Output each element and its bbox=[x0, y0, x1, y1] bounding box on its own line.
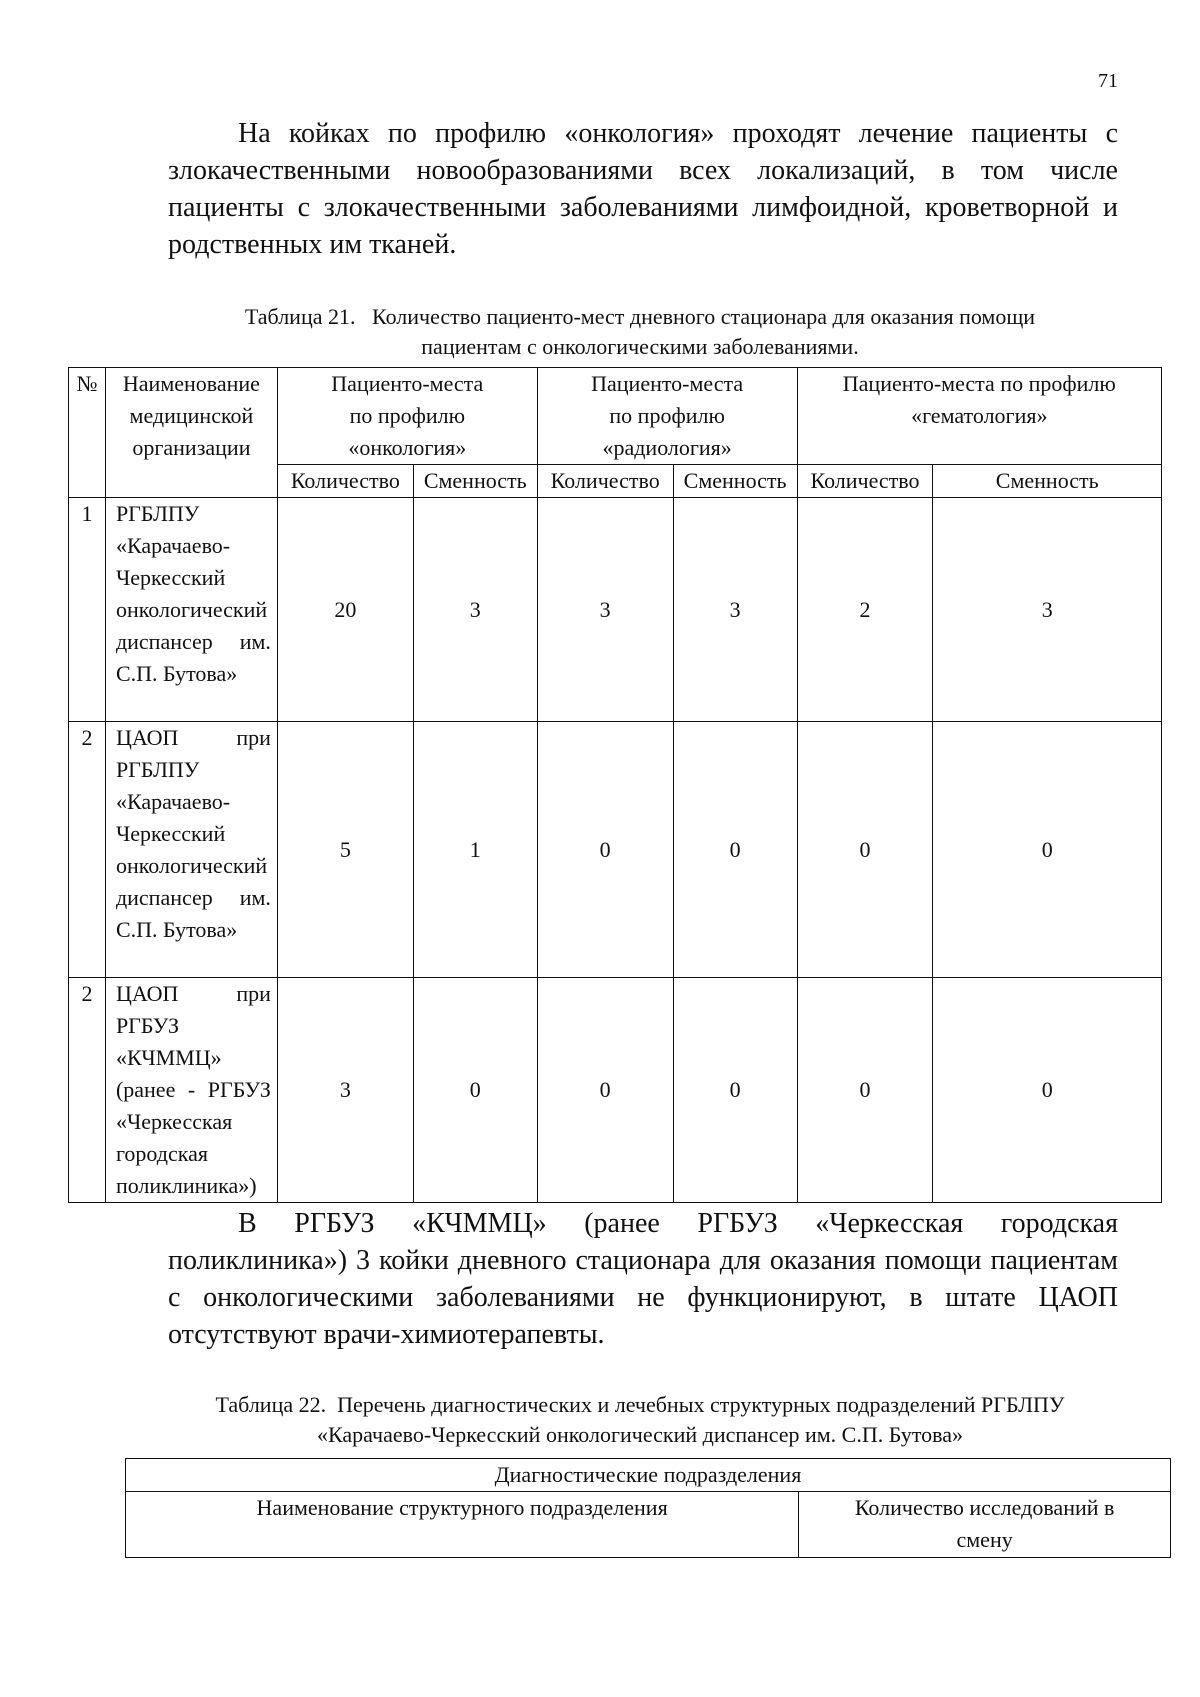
table-21-caption-line-2: пациентам с онкологическими заболеваниями. bbox=[421, 334, 859, 359]
table-row bbox=[69, 978, 1162, 1203]
subheader-quantity: Количество bbox=[277, 465, 413, 498]
table-22 bbox=[125, 1458, 1171, 1558]
header-number: № bbox=[69, 368, 106, 498]
row-number: 1 bbox=[69, 498, 106, 722]
oncology-shift: 1 bbox=[413, 722, 537, 978]
table-row bbox=[69, 498, 1162, 722]
header-organization: Наименование медицинской организации bbox=[105, 368, 277, 498]
subheader-shift: Сменность bbox=[673, 465, 797, 498]
row-number: 2 bbox=[69, 978, 106, 1203]
hematology-quantity: 0 bbox=[797, 722, 933, 978]
radiology-shift: 0 bbox=[673, 978, 797, 1203]
table-21-caption bbox=[130, 302, 1150, 362]
subheader-quantity: Количество bbox=[797, 465, 933, 498]
table-22-caption-line-2: «Карачаево-Черкесский онкологический диспансер им. С.П. Бутова» bbox=[316, 1422, 964, 1447]
oncology-quantity: 5 bbox=[277, 722, 413, 978]
radiology-shift: 3 bbox=[673, 498, 797, 722]
table-row bbox=[69, 722, 1162, 978]
organization-name: ЦАОП при РГБУЗ «КЧММЦ» (ранее - РГБУЗ «Черкесская городская поликлиника») bbox=[105, 978, 277, 1203]
oncology-shift: 0 bbox=[413, 978, 537, 1203]
oncology-shift: 3 bbox=[413, 498, 537, 722]
page-number: 71 bbox=[1098, 70, 1118, 92]
hematology-shift: 0 bbox=[933, 722, 1162, 978]
oncology-quantity: 20 bbox=[277, 498, 413, 722]
column-header-name: Наименование структурного подразделения bbox=[126, 1492, 799, 1558]
hematology-quantity: 2 bbox=[797, 498, 933, 722]
subheader-shift: Сменность bbox=[413, 465, 537, 498]
header-oncology: Пациенто-места по профилю «онкология» bbox=[277, 368, 537, 465]
intro-paragraph: На койках по профилю «онкология» проходят лечение пациенты с злокачественными новообразованиями всех локализаций, в том числе пациенты с злокачественными заболеваниями лимфоидной, кроветворной и родственных им тканей. bbox=[168, 118, 1118, 260]
subheader-shift: Сменность bbox=[933, 465, 1162, 498]
header-radiology: Пациенто-места по профилю «радиология» bbox=[537, 368, 797, 465]
column-header-count: Количество исследований в смену bbox=[799, 1492, 1171, 1558]
hematology-quantity: 0 bbox=[797, 978, 933, 1203]
radiology-quantity: 0 bbox=[537, 722, 673, 978]
section-header: Диагностические подразделения bbox=[126, 1459, 1171, 1492]
row-number: 2 bbox=[69, 722, 106, 978]
hematology-shift: 3 bbox=[933, 498, 1162, 722]
radiology-quantity: 0 bbox=[537, 978, 673, 1203]
header-hematology: Пациенто-места по профилю «гематология» bbox=[797, 368, 1161, 465]
hematology-shift: 0 bbox=[933, 978, 1162, 1203]
table-21 bbox=[68, 367, 1162, 1203]
note-paragraph: В РГБУЗ «КЧММЦ» (ранее РГБУЗ «Черкесская городская поликлиника») 3 койки дневного стационара для оказания помощи пациентам с онкологическими заболеваниями не функционируют, в штате ЦАОП отсутствуют врачи-химиотерапевты. bbox=[168, 1208, 1118, 1350]
radiology-quantity: 3 bbox=[537, 498, 673, 722]
table-22-caption bbox=[130, 1390, 1150, 1450]
oncology-quantity: 3 bbox=[277, 978, 413, 1203]
organization-name: ЦАОП при РГБЛПУ «Карачаево-Черкесский онкологический диспансер им. С.П. Бутова» bbox=[105, 722, 277, 978]
table-22-caption-line-1: Таблица 22. Перечень диагностических и лечебных структурных подразделений РГБЛПУ bbox=[215, 1392, 1065, 1417]
subheader-quantity: Количество bbox=[537, 465, 673, 498]
organization-name: РГБЛПУ «Карачаево-Черкесский онкологический диспансер им. С.П. Бутова» bbox=[105, 498, 277, 722]
radiology-shift: 0 bbox=[673, 722, 797, 978]
table-21-caption-line-1: Таблица 21. Количество пациенто-мест дневного стационара для оказания помощи bbox=[244, 304, 1036, 329]
